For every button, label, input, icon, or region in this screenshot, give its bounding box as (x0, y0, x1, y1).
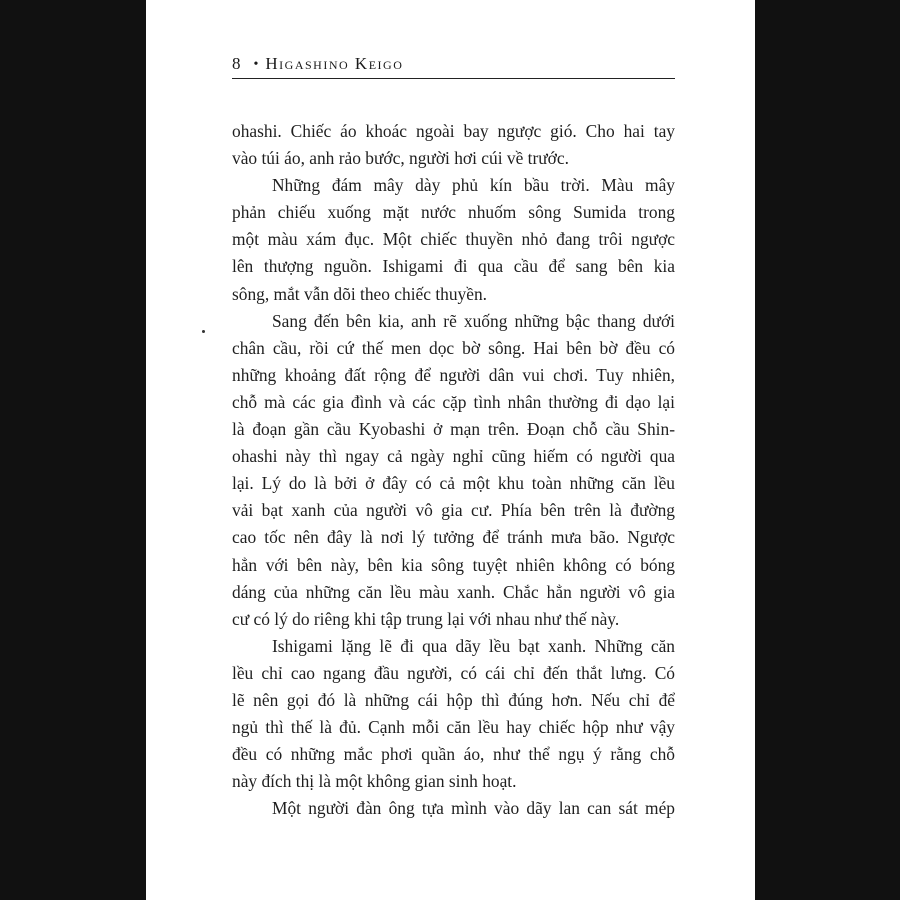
text-line: ngủ thì thế là đủ. Cạnh mỗi căn lều hay chiếc hộp như vậy (232, 717, 675, 738)
text-line: vải bạt xanh của người vô gia cư. Phía bên trên là đường (232, 500, 675, 521)
scan-speck (202, 330, 205, 333)
paragraph (232, 308, 675, 633)
text-line: Ishigami lặng lẽ đi qua dãy lều bạt xanh. Những căn (272, 635, 675, 656)
text-line: cao tốc nên đây là nơi lý tưởng để tránh mưa bão. Ngược (232, 527, 675, 548)
left-black-margin (0, 0, 146, 900)
book-page (146, 0, 755, 900)
body-text (232, 118, 675, 822)
text-line: Một người đàn ông tựa mình vào dãy lan can sát mép (272, 798, 675, 819)
paragraph (232, 118, 675, 172)
text-line: những khoảng đất rộng để người dân vui chơi. Tuy nhiên, (232, 364, 675, 385)
text-line: này đích thị là một không gian sinh hoạt. (232, 771, 517, 792)
text-line: cư có lý do riêng khi tập trung lại với nhau như thế này. (232, 608, 620, 629)
text-line: lại. Lý do là bởi ở đây có cả một khu toàn những căn lều (232, 473, 675, 494)
text-line: chỗ mà các gia đình và các cặp tình nhân thường đi dạo lại (232, 391, 675, 412)
text-line: là đoạn gần cầu Kyobashi ở mạn trên. Đoạn chỗ cầu Shin- (232, 419, 675, 440)
text-line: ohashi này thì ngay cả ngày nghỉ cũng hiếm có người qua (232, 446, 675, 467)
text-line: lên thượng nguồn. Ishigami đi qua cầu để sang bên kia (232, 256, 675, 277)
text-line: hẳn với bên này, bên kia sông tuyệt nhiên không có bóng (232, 554, 675, 575)
paragraph (232, 795, 675, 822)
text-line: lẽ nên gọi đó là những cái hộp thì đúng hơn. Nếu chỉ để (232, 689, 675, 710)
running-header (232, 54, 674, 80)
text-line: lều chỉ cao ngang đầu người, có cái chỉ đến thắt lưng. Có (232, 662, 675, 683)
text-line: Sang đến bên kia, anh rẽ xuống những bậc thang dưới (272, 310, 675, 331)
header-rule (232, 78, 675, 79)
text-line: Những đám mây dày phủ kín bầu trời. Màu mây (272, 175, 675, 196)
text-line: đều có những mắc phơi quần áo, như thể ngụ ý rằng chỗ (232, 744, 675, 765)
text-line: vào túi áo, anh rảo bước, người hơi cúi về trước. (232, 148, 569, 169)
text-line: phản chiếu xuống mặt nước nhuốm sông Sumida trong (232, 202, 675, 223)
paragraph (232, 172, 675, 307)
text-line: chân cầu, rồi cứ thế men dọc bờ sông. Hai bên bờ đều có (232, 337, 675, 358)
text-line: sông, mắt vẫn dõi theo chiếc thuyền. (232, 283, 488, 304)
text-line: dáng của những căn lều màu xanh. Chắc hẳn người vô gia (232, 581, 675, 602)
header-author: Higashino Keigo (265, 54, 404, 73)
paragraph (232, 633, 675, 796)
right-black-margin (755, 0, 900, 900)
text-line: ohashi. Chiếc áo khoác ngoài bay ngược gió. Cho hai tay (232, 121, 675, 141)
page-number: 8 (232, 54, 242, 73)
header-separator: • (253, 57, 260, 72)
text-line: một màu xám đục. Một chiếc thuyền nhỏ đang trôi ngược (232, 229, 675, 250)
